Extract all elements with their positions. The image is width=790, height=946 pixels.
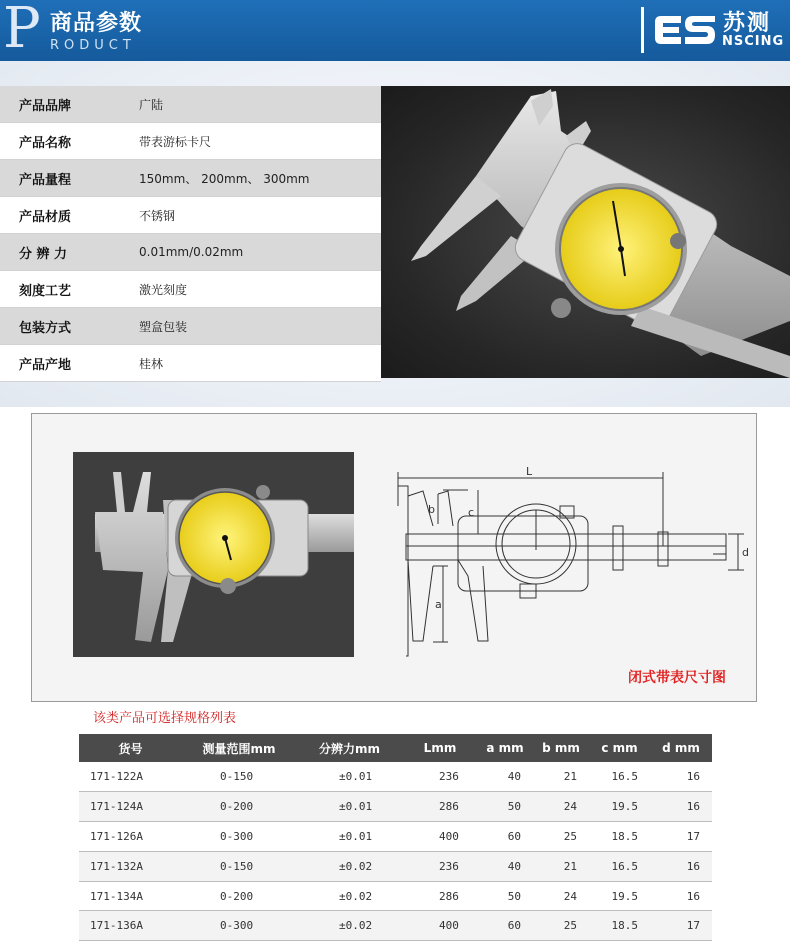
- table-cell: 25: [533, 911, 589, 941]
- spec-row: [0, 345, 381, 382]
- dim-label-d: d: [742, 546, 749, 559]
- table-cell: ±0.01: [296, 822, 403, 852]
- dimension-caption: 闭式带表尺寸图: [628, 670, 726, 686]
- brand-name-en: NSCING: [722, 34, 785, 49]
- spec-value: 塑盒包装: [139, 319, 188, 334]
- header-divider: [641, 7, 644, 53]
- spec-value: 广陆: [139, 97, 164, 112]
- table-cell: 17: [650, 911, 712, 941]
- table-cell: ±0.02: [296, 851, 403, 881]
- table-cell: 60: [477, 911, 533, 941]
- dial-caliper-illustration: [381, 86, 790, 378]
- page-title: 商品参数: [50, 11, 143, 36]
- spec-value: 150mm、 200mm、 300mm: [139, 171, 310, 186]
- closed-caliper-illustration: [73, 452, 354, 657]
- table-cell: ±0.01: [296, 792, 403, 822]
- table-row: [79, 792, 712, 822]
- product-photo: [381, 86, 790, 378]
- table-cell: 18.5: [589, 822, 650, 852]
- table-cell: 171-126A: [79, 822, 182, 852]
- spec-row: [0, 86, 381, 123]
- spec-key: 产品产地: [19, 357, 72, 373]
- table-cell: 16.5: [589, 851, 650, 881]
- table-cell: ±0.01: [296, 762, 403, 792]
- table-cell: 0-150: [182, 762, 296, 792]
- table-row: [79, 851, 712, 881]
- table-cell: 19.5: [589, 881, 650, 911]
- table-header-row: [79, 734, 712, 762]
- spec-row: [0, 197, 381, 234]
- table-cell: 171-132A: [79, 851, 182, 881]
- table-cell: 236: [403, 851, 477, 881]
- dim-label-L: L: [526, 466, 533, 478]
- table-cell: 16: [650, 851, 712, 881]
- table-cell: 16: [650, 881, 712, 911]
- dim-label-c: c: [468, 506, 475, 519]
- page-subtitle: RODUCT: [50, 38, 136, 53]
- table-cell: 171-134A: [79, 881, 182, 911]
- spec-key: 产品名称: [19, 135, 72, 151]
- table-row: [79, 881, 712, 911]
- table-cell: ±0.02: [296, 881, 403, 911]
- table-cell: 18.5: [589, 911, 650, 941]
- col-header: 货号: [79, 734, 182, 762]
- spec-row: [0, 160, 381, 197]
- spec-value: 带表游标卡尺: [139, 134, 212, 149]
- spec-key: 产品材质: [19, 209, 72, 225]
- col-header: c mm: [589, 734, 650, 762]
- table-cell: ±0.02: [296, 911, 403, 941]
- table-cell: 286: [403, 881, 477, 911]
- dim-label-a: a: [435, 598, 442, 611]
- spec-key: 产品量程: [19, 172, 72, 188]
- page-header: [0, 0, 790, 61]
- header-letter: P: [3, 0, 41, 61]
- spec-row: [0, 123, 381, 160]
- dimension-photo: [73, 452, 354, 657]
- spec-list-note: 该类产品可选择规格列表: [93, 711, 237, 726]
- table-cell: 60: [477, 822, 533, 852]
- table-cell: 16.5: [589, 762, 650, 792]
- col-header: 分辨力mm: [296, 734, 403, 762]
- table-cell: 400: [403, 911, 477, 941]
- table-cell: 0-300: [182, 911, 296, 941]
- table-cell: 171-122A: [79, 762, 182, 792]
- table-cell: 0-300: [182, 822, 296, 852]
- table-cell: 40: [477, 762, 533, 792]
- table-row: [79, 911, 712, 941]
- spec-key: 分 辨 力: [19, 246, 68, 262]
- spec-value: 激光刻度: [139, 282, 188, 297]
- table-cell: 16: [650, 762, 712, 792]
- table-cell: 0-150: [182, 851, 296, 881]
- table-cell: 16: [650, 792, 712, 822]
- table-cell: 17: [650, 822, 712, 852]
- spec-row: [0, 308, 381, 345]
- brand-logo-icon: [651, 6, 719, 54]
- col-header: 测量范围mm: [182, 734, 296, 762]
- table-cell: 400: [403, 822, 477, 852]
- spec-key: 产品品牌: [19, 98, 72, 114]
- table-cell: 286: [403, 792, 477, 822]
- table-cell: 19.5: [589, 792, 650, 822]
- spec-value: 不锈钢: [139, 208, 176, 223]
- table-cell: 0-200: [182, 792, 296, 822]
- spec-row: [0, 271, 381, 308]
- table-cell: 24: [533, 881, 589, 911]
- table-row: [79, 762, 712, 792]
- spec-value: 桂林: [139, 356, 164, 371]
- table-cell: 0-200: [182, 881, 296, 911]
- table-cell: 21: [533, 762, 589, 792]
- col-header: Lmm: [403, 734, 477, 762]
- table-cell: 236: [403, 762, 477, 792]
- brand-name-cn: 苏测: [723, 11, 772, 36]
- col-header: b mm: [533, 734, 589, 762]
- spec-key: 刻度工艺: [19, 283, 72, 299]
- table-cell: 21: [533, 851, 589, 881]
- table-cell: 25: [533, 822, 589, 852]
- spec-value: 0.01mm/0.02mm: [139, 245, 244, 259]
- table-cell: 50: [477, 792, 533, 822]
- dim-label-b: b: [428, 503, 435, 516]
- table-row: [79, 822, 712, 852]
- table-cell: 171-124A: [79, 792, 182, 822]
- spec-row: [0, 234, 381, 271]
- spec-table: [0, 86, 381, 382]
- col-header: a mm: [477, 734, 533, 762]
- table-cell: 171-136A: [79, 911, 182, 941]
- table-cell: 50: [477, 881, 533, 911]
- table-cell: 40: [477, 851, 533, 881]
- col-header: d mm: [650, 734, 712, 762]
- spec-key: 包装方式: [19, 320, 72, 336]
- table-cell: 24: [533, 792, 589, 822]
- dimension-drawing: [378, 466, 754, 660]
- spec-list-table: [79, 734, 712, 941]
